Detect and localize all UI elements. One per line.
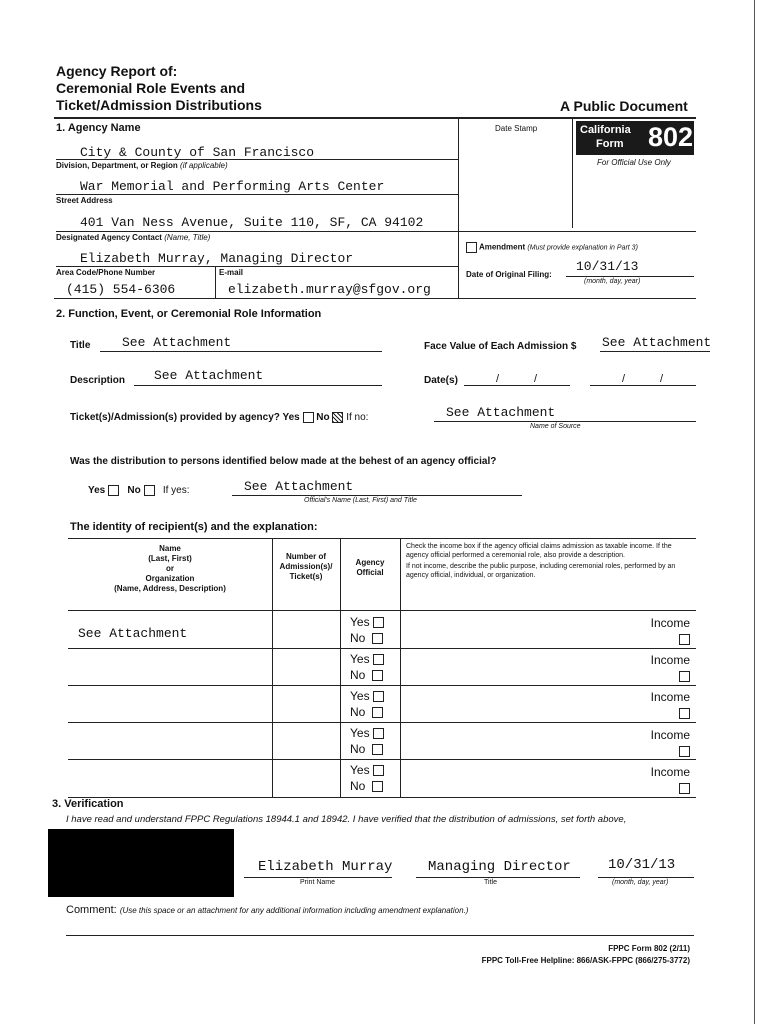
- row-1-yes-checkbox[interactable]: [373, 617, 384, 628]
- date-stamp-label: Date Stamp: [495, 124, 538, 133]
- section-1-heading: 1. Agency Name: [56, 122, 141, 134]
- contact-note: (Name, Title): [164, 233, 211, 242]
- agency-name-value[interactable]: City & County of San Francisco: [80, 145, 315, 160]
- section-3-heading: 3. Verification: [52, 798, 124, 810]
- contact-label: Designated Agency Contact: [56, 233, 162, 242]
- row-1-no-checkbox[interactable]: [372, 633, 383, 644]
- table-row-5-income: Income: [646, 764, 690, 796]
- row-5-income-checkbox[interactable]: [679, 783, 690, 794]
- face-value-label: Face Value of Each Admission $: [424, 341, 577, 352]
- comment-label: Comment:: [66, 904, 117, 916]
- official-use-note: For Official Use Only: [597, 158, 671, 167]
- signature-date-caption: (month, day, year): [612, 879, 669, 886]
- behest-yes-checkbox[interactable]: [108, 485, 119, 496]
- street-value[interactable]: 401 Van Ness Avenue, Suite 110, SF, CA 94102: [80, 215, 424, 230]
- table-row-1-name[interactable]: See Attachment: [78, 626, 188, 641]
- row-3-no-checkbox[interactable]: [372, 707, 383, 718]
- badge-form: Form: [596, 138, 624, 150]
- print-name-caption: Print Name: [300, 879, 336, 886]
- phone-label: Area Code/Phone Number: [56, 268, 156, 277]
- form-title-line-1: Agency Report of:: [56, 63, 178, 79]
- amendment-label: Amendment: [478, 242, 526, 252]
- behest-question: Was the distribution to persons identified below made at the behest of an agency official?: [70, 456, 497, 467]
- row-1-income-checkbox[interactable]: [679, 634, 690, 645]
- tickets-question: Ticket(s)/Admission(s) provided by agency?: [70, 412, 280, 424]
- recipients-heading: The identity of recipient(s) and the explanation:: [70, 521, 318, 533]
- verification-statement: I have read and understand FPPC Regulations 18944.1 and 18942. I have verified that the distribution of admissions, set forth above,: [66, 814, 627, 825]
- original-filing-format: (month, day, year): [584, 278, 641, 285]
- badge-number: 802: [648, 122, 694, 152]
- description-label: Description: [70, 375, 126, 386]
- col-number-header: Number of Admission(s)/ Ticket(s): [279, 552, 333, 581]
- col-official-header: Agency Official: [355, 558, 385, 577]
- official-caption: Official's Name (Last, First) and Title: [304, 497, 417, 504]
- row-4-no-checkbox[interactable]: [372, 744, 383, 755]
- print-name-value[interactable]: Elizabeth Murray: [258, 859, 393, 875]
- behest-answer-row: Yes No If yes:: [88, 485, 190, 497]
- official-value[interactable]: See Attachment: [244, 479, 354, 494]
- phone-value[interactable]: (415) 554-6306: [66, 282, 176, 297]
- tickets-question-row: Ticket(s)/Admission(s) provided by agency? Yes No If no:: [70, 412, 369, 424]
- form-title-line-2: Ceremonial Role Events and: [56, 80, 246, 96]
- form-802-badge: [576, 121, 694, 155]
- source-caption: Name of Source: [530, 423, 581, 430]
- row-4-yes-checkbox[interactable]: [373, 728, 384, 739]
- email-value[interactable]: elizabeth.murray@sfgov.org: [228, 282, 431, 297]
- original-filing-value[interactable]: 10/31/13: [576, 259, 639, 274]
- table-row-3-income: Income: [646, 689, 690, 721]
- dates-label: Date(s): [424, 375, 458, 386]
- row-2-income-checkbox[interactable]: [679, 671, 690, 682]
- col-explanation-header: Check the income box if the agency official claims admission as taxable income. If the agency official performed a ceremonial role, also provide a description. If not income, describe the public purpose, including ceremonial roles, performed by an agency official, individual, or organization.: [406, 543, 676, 579]
- description-value[interactable]: See Attachment: [154, 368, 264, 383]
- division-label: Division, Department, or Region: [56, 161, 178, 170]
- division-value[interactable]: War Memorial and Performing Arts Center: [80, 179, 385, 194]
- amendment-note: (Must provide explanation in Part 3): [527, 244, 638, 252]
- comment-note: (Use this space or an attachment for any additional information including amendment explanation.): [119, 906, 469, 915]
- public-document-label: A Public Document: [560, 98, 688, 114]
- source-value[interactable]: See Attachment: [446, 405, 556, 420]
- redacted-signature-block: [48, 829, 234, 897]
- email-label: E-mail: [219, 268, 244, 277]
- signature-date-value[interactable]: 10/31/13: [608, 857, 676, 873]
- title-value[interactable]: See Attachment: [122, 335, 232, 350]
- recipients-table: [68, 538, 696, 798]
- title-signature-caption: Title: [484, 879, 497, 886]
- comment-row: [66, 904, 468, 916]
- footer-form-id: FPPC Form 802 (2/11): [608, 944, 690, 953]
- street-label: Street Address: [56, 196, 113, 205]
- footer-helpline: FPPC Toll-Free Helpline: 866/ASK-FPPC (866/275-3772): [481, 956, 690, 965]
- table-row-5-official: Yes No: [350, 762, 384, 794]
- row-2-no-checkbox[interactable]: [372, 670, 383, 681]
- title-signature-value[interactable]: Managing Director: [428, 859, 571, 875]
- row-5-no-checkbox[interactable]: [372, 781, 383, 792]
- table-row-1-official: Yes No: [350, 614, 384, 646]
- face-value-value[interactable]: See Attachment: [602, 335, 712, 350]
- row-4-income-checkbox[interactable]: [679, 746, 690, 757]
- table-row-4-official: Yes No: [350, 725, 384, 757]
- form-title-line-3: Ticket/Admission Distributions: [56, 97, 262, 113]
- amendment-checkbox[interactable]: [466, 242, 477, 253]
- table-row-4-income: Income: [646, 727, 690, 759]
- division-note: (if applicable): [180, 161, 228, 170]
- row-3-yes-checkbox[interactable]: [373, 691, 384, 702]
- title-label: Title: [70, 340, 91, 351]
- row-2-yes-checkbox[interactable]: [373, 654, 384, 665]
- table-row-2-official: Yes No: [350, 651, 384, 683]
- badge-state: California: [580, 124, 631, 136]
- table-row-3-official: Yes No: [350, 688, 384, 720]
- col-name-header: Name (Last, First) or Organization (Name, Address, Description): [114, 544, 226, 593]
- original-filing-label: Date of Original Filing:: [466, 270, 552, 279]
- tickets-yes-checkbox[interactable]: [303, 412, 314, 423]
- contact-value[interactable]: Elizabeth Murray, Managing Director: [80, 251, 354, 266]
- behest-no-checkbox[interactable]: [144, 485, 155, 496]
- amendment-row: [466, 242, 638, 253]
- table-row-1-income: Income: [646, 615, 690, 647]
- row-3-income-checkbox[interactable]: [679, 708, 690, 719]
- comment-line[interactable]: [66, 935, 694, 936]
- row-5-yes-checkbox[interactable]: [373, 765, 384, 776]
- tickets-no-checkbox[interactable]: [332, 412, 343, 423]
- section-2-heading: 2. Function, Event, or Ceremonial Role Information: [56, 308, 322, 320]
- table-row-2-income: Income: [646, 652, 690, 684]
